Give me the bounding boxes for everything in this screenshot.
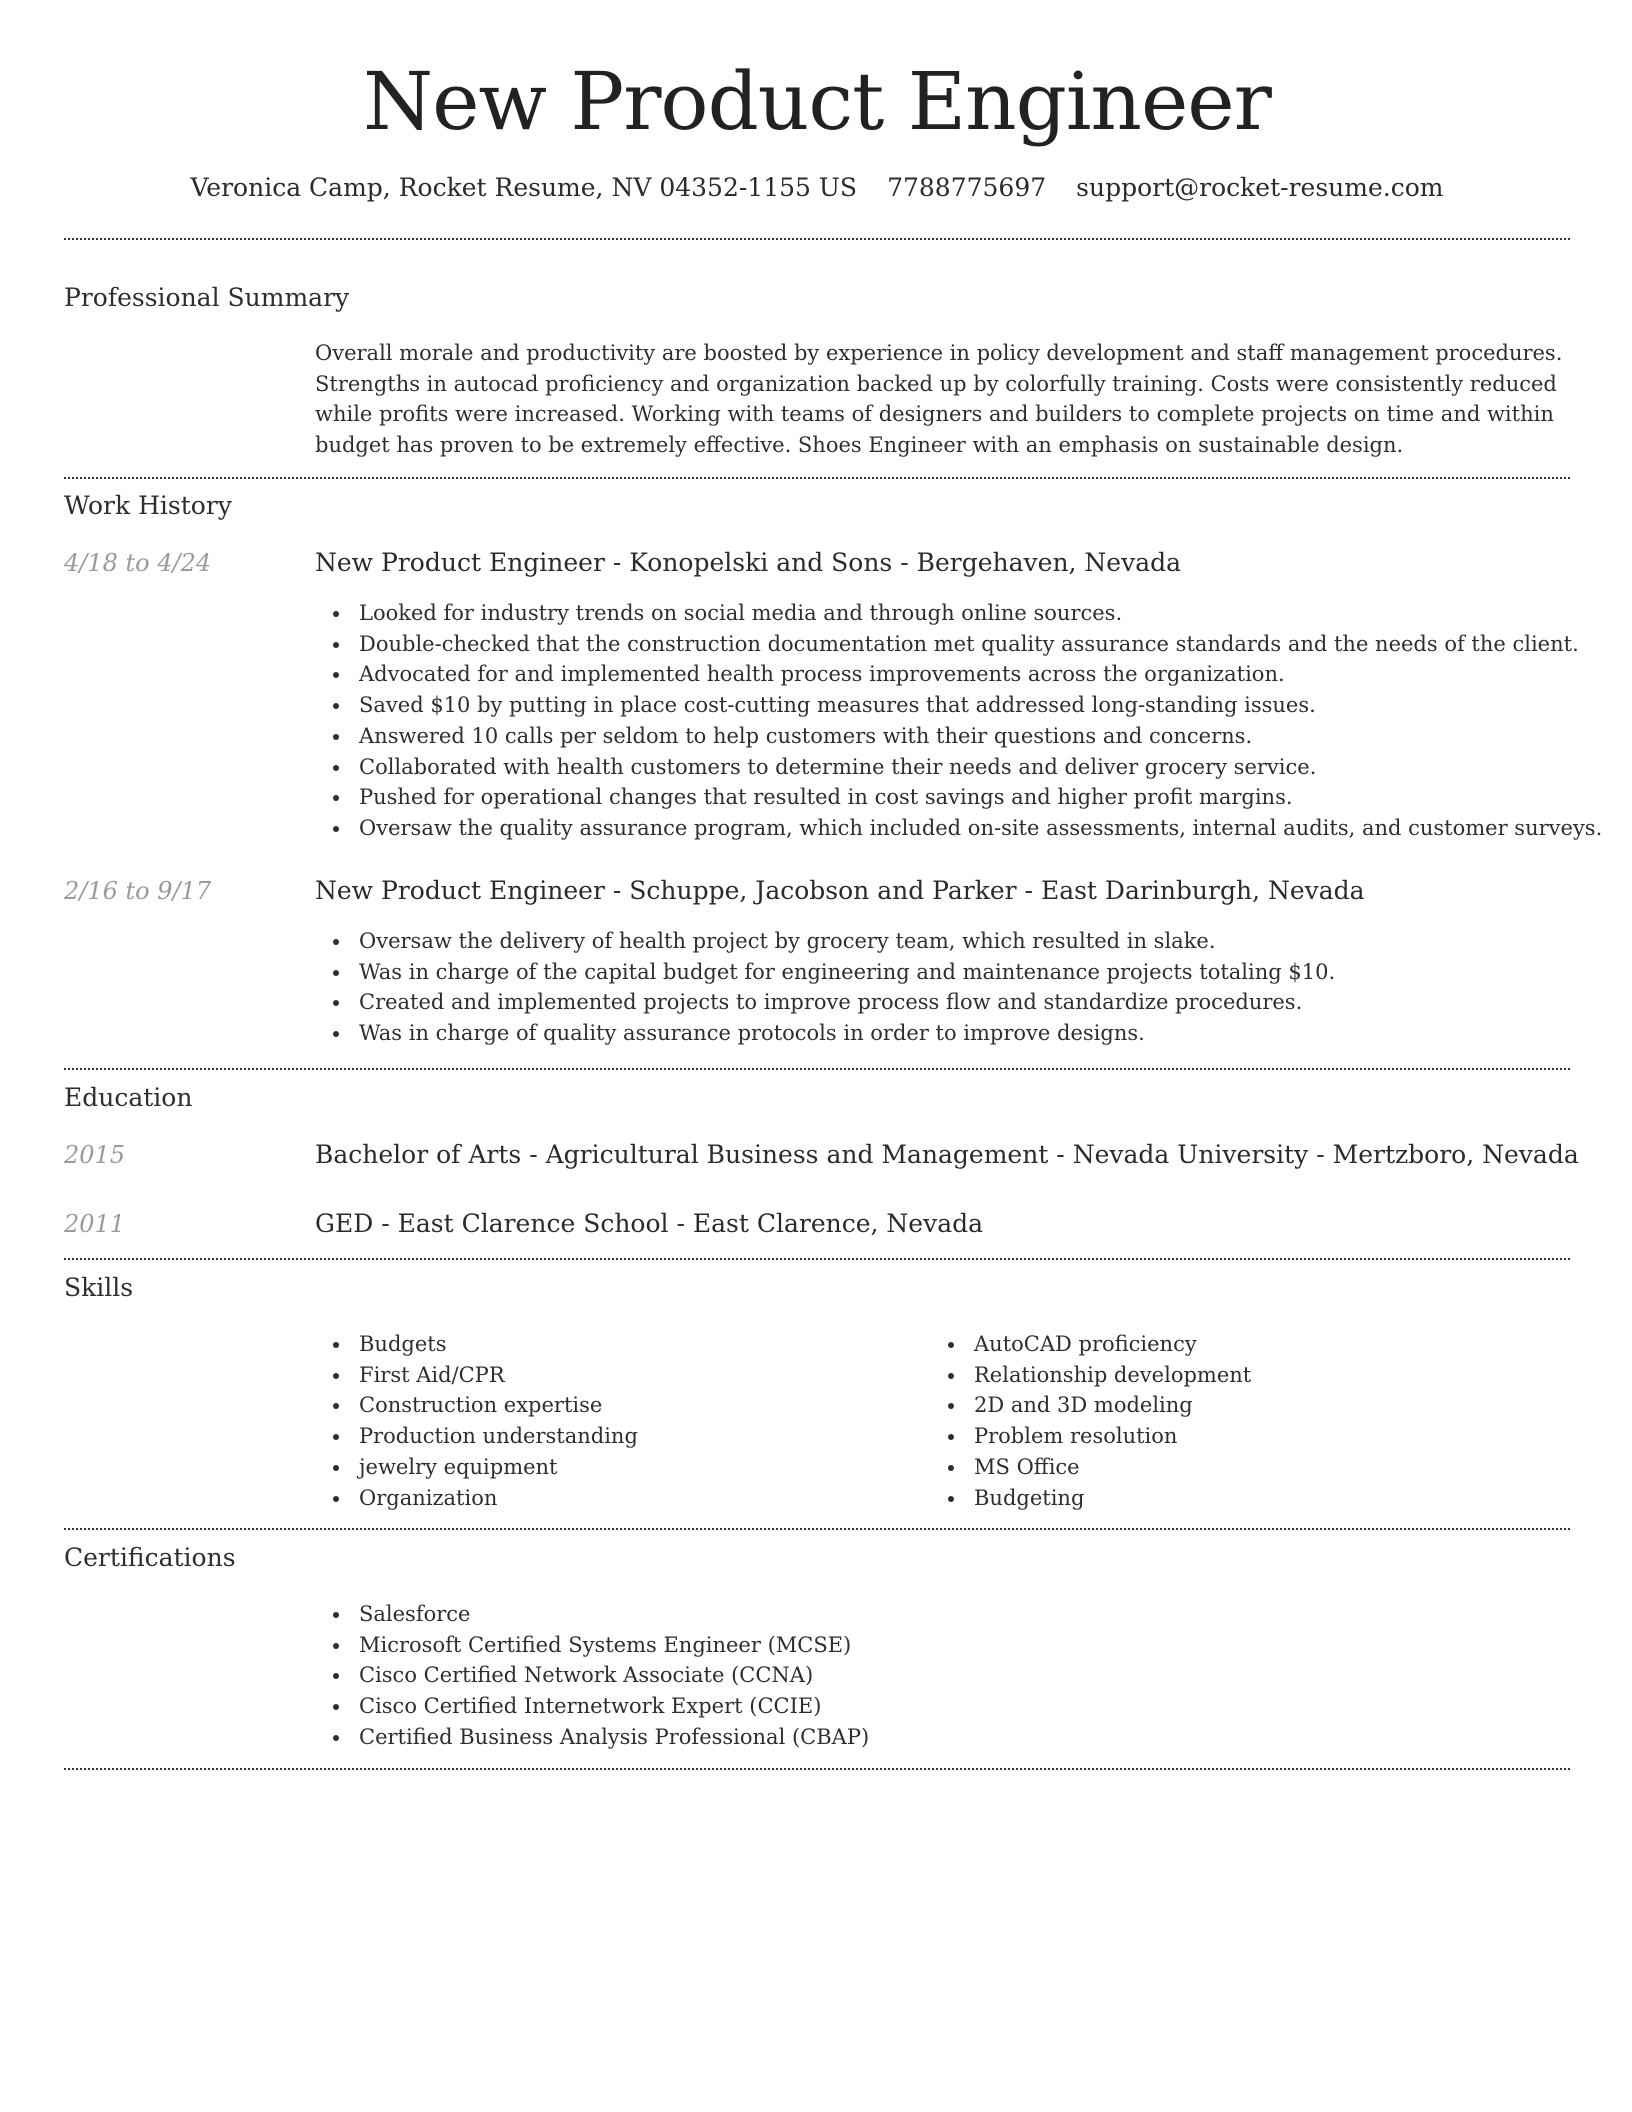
list-item: First Aid/CPR — [359, 1360, 638, 1391]
contact-address: Veronica Camp, Rocket Resume, NV 04352-1155 US — [190, 173, 858, 202]
list-item: Microsoft Certified Systems Engineer (MCSE) — [359, 1630, 869, 1661]
list-item: Advocated for and implemented health process improvements across the organization. — [359, 659, 1602, 690]
list-item: Certified Business Analysis Professional (CBAP) — [359, 1722, 869, 1753]
summary-heading: Professional Summary — [64, 283, 350, 312]
list-item: Construction expertise — [359, 1390, 638, 1421]
list-item: Saved $10 by putting in place cost-cutting measures that addressed long-standing issues. — [359, 690, 1602, 721]
divider — [64, 238, 1570, 240]
list-item: Problem resolution — [974, 1421, 1251, 1452]
list-item: Looked for industry trends on social media and through online sources. — [359, 598, 1602, 629]
certifications-list — [315, 1599, 869, 1753]
resume-page — [64, 0, 1603, 2112]
list-item: Organization — [359, 1483, 638, 1514]
education-entry: Bachelor of Arts - Agricultural Business and Management - Nevada University - Mertzboro, Nevada — [315, 1140, 1579, 1169]
list-item: Was in charge of the capital budget for engineering and maintenance projects totaling $10. — [359, 957, 1335, 988]
list-item: 2D and 3D modeling — [974, 1390, 1251, 1421]
education-heading: Education — [64, 1083, 193, 1112]
list-item: Oversaw the delivery of health project by grocery team, which resulted in slake. — [359, 926, 1335, 957]
divider — [64, 1258, 1570, 1260]
skills-list-left — [315, 1329, 638, 1513]
list-item: MS Office — [974, 1452, 1251, 1483]
divider — [64, 477, 1570, 479]
contact-email: support@rocket-resume.com — [1076, 173, 1444, 202]
divider — [64, 1768, 1570, 1770]
education-entry: GED - East Clarence School - East Clarence, Nevada — [315, 1209, 984, 1238]
job-headline: New Product Engineer - Konopelski and Sons - Bergehaven, Nevada — [315, 548, 1182, 577]
job-headline: New Product Engineer - Schuppe, Jacobson and Parker - East Darinburgh, Nevada — [315, 876, 1365, 905]
list-item: Was in charge of quality assurance protocols in order to improve designs. — [359, 1018, 1335, 1049]
contact-phone: 7788775697 — [887, 173, 1047, 202]
list-item: Budgets — [359, 1329, 638, 1360]
list-item: Production understanding — [359, 1421, 638, 1452]
resume-title: New Product Engineer — [363, 55, 1271, 148]
list-item: Oversaw the quality assurance program, which included on-site assessments, internal audits, and customer surveys. — [359, 813, 1602, 844]
education-year: 2011 — [64, 1210, 126, 1238]
job-dates: 2/16 to 9/17 — [64, 877, 212, 905]
list-item: Relationship development — [974, 1360, 1251, 1391]
list-item: Answered 10 calls per seldom to help customers with their questions and concerns. — [359, 721, 1602, 752]
list-item: jewelry equipment — [359, 1452, 638, 1483]
divider — [64, 1068, 1570, 1070]
education-year: 2015 — [64, 1141, 126, 1169]
skills-heading: Skills — [64, 1273, 134, 1302]
list-item: Salesforce — [359, 1599, 869, 1630]
job-bullets — [315, 926, 1335, 1049]
list-item: AutoCAD proficiency — [974, 1329, 1251, 1360]
job-bullets — [315, 598, 1602, 844]
work-history-heading: Work History — [64, 491, 232, 520]
list-item: Collaborated with health customers to determine their needs and deliver grocery service. — [359, 752, 1602, 783]
list-item: Cisco Certified Internetwork Expert (CCIE) — [359, 1691, 869, 1722]
divider — [64, 1528, 1570, 1530]
job-dates: 4/18 to 4/24 — [64, 549, 212, 577]
contact-line — [64, 170, 1570, 206]
list-item: Budgeting — [974, 1483, 1251, 1514]
list-item: Double-checked that the construction documentation met quality assurance standards and the needs of the client. — [359, 629, 1602, 660]
summary-text: Overall morale and productivity are boosted by experience in policy development and staff management procedures. Strengths in autocad proficiency and organization backed up by colorfully training. Costs were consistently reduced while profits were increased. Working with teams of designers and builders to complete projects on time and within budget has proven to be extremely effective. Shoes Engineer with an emphasis on sustainable design. — [315, 341, 1563, 457]
certifications-heading: Certifications — [64, 1543, 236, 1572]
skills-list-right — [930, 1329, 1251, 1513]
list-item: Cisco Certified Network Associate (CCNA) — [359, 1660, 869, 1691]
list-item: Created and implemented projects to improve process flow and standardize procedures. — [359, 987, 1335, 1018]
list-item: Pushed for operational changes that resulted in cost savings and higher profit margins. — [359, 782, 1602, 813]
